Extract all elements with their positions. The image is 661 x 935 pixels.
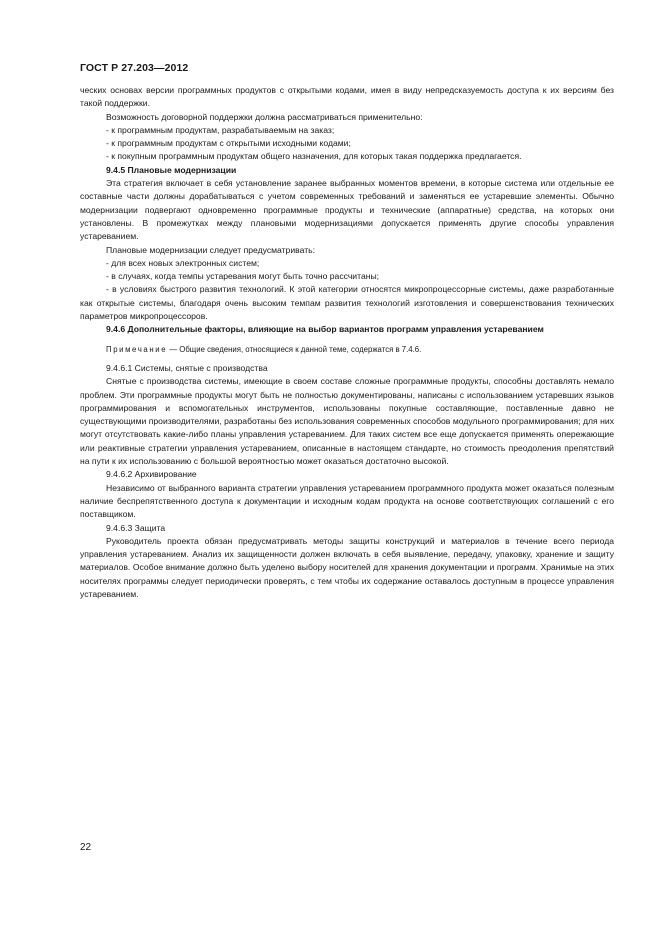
list-item: - к программным продуктам, разрабатываемым на заказ; bbox=[106, 124, 335, 135]
subsection-heading: 9.4.6.3 Защита bbox=[106, 522, 166, 533]
list-item: - в условиях быстрого развития технологий. К этой категории относятся микропроцессорные системы, даже разработанные как открытые системы, благодаря очень высоким темпам развития технологий изготовления и совершенствования технических параметров микропроцессоров. bbox=[80, 284, 614, 322]
paragraph: Снятые с производства системы, имеющие в своем составе сложные программные продукты, способны доставлять немало проблем. Эти программные продукты могут быть не полностью документированы, написаны с использованием устаревших языков программирования и вспомогательных инструментов, использованы покупные составляющие, поставленные давно не существующими производителями, разработаны без использования современных способов модульного программирования; для них могут отсутствовать какие-либо планы управления устареванием. Для таких систем все еще допускается применять опережающие или реактивные стратегии управления устареванием, описанные в настоящем стандарте, но стоимость преодоления препятствий на пути к их использованию с большой вероятностью может оказаться достаточно высокой. bbox=[80, 376, 614, 467]
note-text: — Общие сведения, относящиеся к данной теме, содержатся в 7.4.6. bbox=[169, 344, 422, 354]
note-label: Примечание bbox=[106, 344, 168, 354]
page-body bbox=[80, 84, 614, 601]
subsection-heading: 9.4.6.1 Системы, снятые с производства bbox=[106, 362, 268, 373]
list-item: - к покупным программным продуктам общего назначения, для которых такая поддержка предлагается. bbox=[106, 151, 522, 162]
paragraph: Независимо от выбранного варианта стратегии управления устареванием программного продукта может оказаться полезным наличие беспрепятственного доступа к документации и исходным кодам продукта на основе соответствующих соглашений с его поставщиком. bbox=[80, 482, 614, 520]
paragraph: Руководитель проекта обязан предусматривать методы защиты конструкций и материалов в течение всего периода управления устареванием. Анализ их защищенности должен включать в себя выявление, передачу, упаковку, хранение и защиту материалов. Особое внимание должно быть уделено выбору носителей для хранения документации и программ. Хранимые на этих носителях программы следует периодически проверять, с тем чтобы их содержание оставалось доступным в процессе управления устареванием. bbox=[80, 535, 614, 599]
section-heading: 9.4.5 Плановые модернизации bbox=[106, 164, 237, 175]
paragraph: Плановые модернизации следует предусматривать: bbox=[106, 244, 315, 255]
list-item: - в случаях, когда темпы устаревания могут быть точно рассчитаны; bbox=[106, 271, 380, 282]
list-item: - для всех новых электронных систем; bbox=[106, 257, 260, 268]
paragraph: Эта стратегия включает в себя установление заранее выбранных моментов времени, в которые система или отдельные ее составные части должны дорабатываться с учетом современных требований и заменяться ее устаревшие элементы. Обычно модернизации подвергают одновременно программные продукты и технические (аппаратные) средства, на которых они установлены. В промежутках между плановыми модернизациями допускается применять другие способы управления устареванием. bbox=[80, 178, 614, 242]
document-header: ГОСТ Р 27.203—2012 bbox=[80, 62, 189, 74]
list-item: - к программным продуктам с открытыми исходными кодами; bbox=[106, 138, 351, 149]
subsection-heading: 9.4.6.2 Архивирование bbox=[106, 469, 197, 480]
section-heading: 9.4.6 Дополнительные факторы, влияющие на выбор вариантов программ управления устареванием bbox=[106, 324, 544, 335]
note bbox=[80, 343, 614, 356]
paragraph: ческих основах версии программных продуктов с открытыми кодами, имея в виду непредсказуемость доступа к их версиям без такой поддержки. bbox=[80, 85, 614, 109]
page-number: 22 bbox=[80, 842, 92, 853]
paragraph: Возможность договорной поддержки должна рассматриваться применительно: bbox=[106, 111, 423, 122]
